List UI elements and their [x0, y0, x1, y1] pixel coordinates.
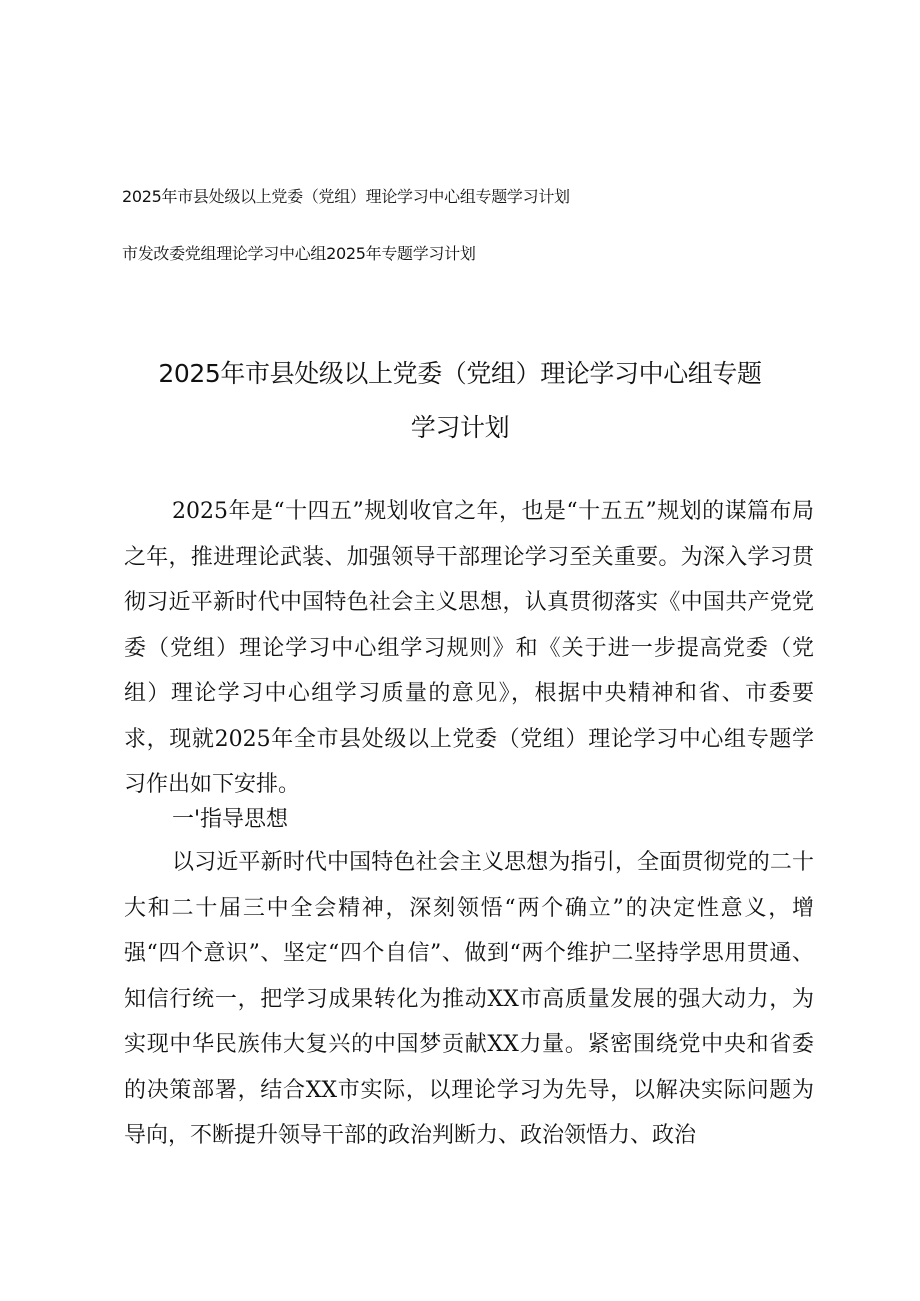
toc-entry-1: 2025年市县处级以上党委（党组）理论学习中心组专题学习计划: [122, 187, 570, 206]
section-heading-guiding-ideology: 一'指导思想: [172, 807, 289, 832]
document-title-line-1: 2025年市县处级以上党委（党组）理论学习中心组专题: [158, 359, 762, 388]
intro-paragraph: 2025年是“十四五”规划收官之年，也是“十五五”规划的谋篇布局之年，推进理论武装、加强领导干部理论学习至关重要。为深入学习贯彻习近平新时代中国特色社会主义思想，认真贯彻落实《中国共产党党委（党组）理论学习中心组学习规则》和《关于进一步提高党委（党组）理论学习中心组学习质量的意见》，根据中央精神和省、市委要求，现就2025年全市县处级以上党委（党组）理论学习中心组专题学习作出如下安排。: [124, 499, 814, 797]
document-title-line-2: 学习计划: [410, 413, 510, 442]
toc-entry-2: 市发改委党组理论学习中心组2025年专题学习计划: [122, 244, 476, 263]
section-1-paragraph: 以习近平新时代中国特色社会主义思想为指引，全面贯彻党的二十大和二十届三中全会精神，深刻领悟“两个确立”的决定性意义，增强“四个意识”、坚定“四个自信”、做到“两个维护二坚持学思用贯通、知信行统一，把学习成果转化为推动XX市高质量发展的强大动力，为实现中华民族伟大复兴的中国梦贡献XX力量。紧密围绕党中央和省委的决策部署，结合XX市实际，以理论学习为先导，以解决实际问题为导向，不断提升领导干部的政治判断力、政治领悟力、政治: [124, 850, 814, 1148]
